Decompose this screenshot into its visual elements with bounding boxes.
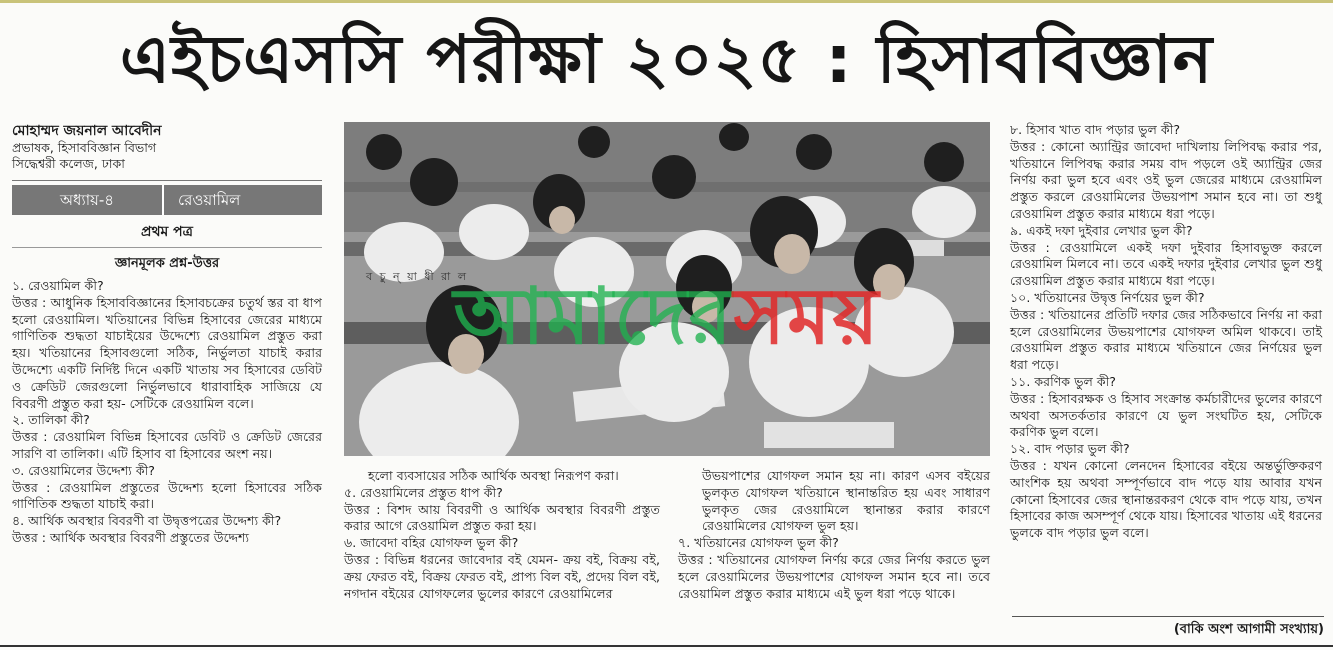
answer: উত্তর : যখন কোনো লেনদেন হিসাবের বইয়ে অন্তর্ভুক্তিকরণ আংশিক হয় অথবা সম্পূর্ণভাবে বাদ পড়ে যায় আবার যখন কোনো হিসাবের জের স্থানান্তরকরণ থেকে বাদ পড়ে যায়, তখন হিসাবের কাজ অসম্পূর্ণ থেকে যায়। হিসাবের খাতায় এই ধরনের ভুলকে বাদ পড়ার ভুল বলে। [1010,457,1322,541]
exam-photo [344,122,990,456]
question: ১২. বাদ পড়ার ভুল কী? [1010,441,1130,457]
question: ৫. রেওয়ামিলের প্রস্তুত ধাপ কী? [344,484,503,500]
paper-title: প্রথম পত্র [141,224,193,240]
author-name: মোহাম্মদ জয়নাল আবেদীন [12,123,162,139]
chapter-name: রেওয়ামিল [178,191,241,209]
answer: উত্তর : বিভিন্ন ধরনের জাবেদার বই যেমন- ক্রয় বই, বিক্রয় বই, ক্রয় ফেরত বই, বিক্রয় ফেরত বই, প্রাপ্য বিল বই, প্রদেয় বিল বই, নগদান বইয়ের যোগফলের ভুলের কারণে রেওয়ামিলের [344,551,660,601]
middle-column-1 [344,468,660,602]
question: ৩. রেওয়ামিলের উদ্দেশ্য কী? [12,462,155,478]
chapter-number: অধ্যায়-৪ [12,185,164,215]
watermark-green: আমাদের [453,272,734,362]
right-column [1010,122,1322,542]
answer: উত্তর : খতিয়ানের যোগফল নির্ণয় করে জের নির্ণয় করতে ভুল হলে রেওয়ামিলের উভয়পাশের যোগফল সমান হবে না। তবে রেওয়ামিল প্রস্তুত করার মাধ্যমে এই ভুল ধরা পড়ে থাকে। [678,551,990,601]
headline: এইচএসসি পরীক্ষা ২০২৫ : হিসাববিজ্ঞান [119,21,1214,98]
answer: উত্তর : খতিয়ানের প্রতিটি দফার জের সঠিকভাবে নির্ণয় না করা হলে রেওয়ামিলের উভয়পাশের যোগফল অমিল থাকবে। তাই রেওয়ামিল প্রস্তুত করার মাধ্যমে খতিয়ানে জের নির্ণয়ের ভুল ধরা পড়ে। [1010,306,1322,373]
question: ১. রেওয়ামিল কী? [12,278,104,293]
photo-caption-overlay: ব চু ন্ য়া ধী রা ল [366,270,469,283]
watermark [344,272,990,362]
question: ৯. একই দফা দুইবার লেখার ভুল কী? [1010,222,1193,238]
answer: উত্তর : রেওয়ামিল প্রস্তুতের উদ্দেশ্য হলো হিসাবের সঠিক গাণিতিক শুদ্ধতা যাচাই করা। [12,479,322,512]
watermark-red: সময় [733,272,881,362]
answer: উত্তর : কোনো অ্যান্ট্রির জাবেদা দাখিলায় লিপিবদ্ধ করার পর, খতিয়ানে লিপিবদ্ধ করার সময় বাদ পড়লে ওই অ্যান্ট্রির জের নির্ণয় করা ভুল হবে এবং ওই ভুল জেরের মাধ্যমে রেওয়ামিল প্রস্তুত করলে রেওয়ামিলের উভয়পাশ সমান হবে না। তা শুধু রেওয়ামিল প্রস্তুত করার মাধ্যমে ধরা পড়ে। [1010,138,1322,221]
answer: উত্তর : আর্থিক অবস্থার বিবরণী প্রস্তুতের উদ্দেশ্য [12,529,250,545]
top-rule [0,0,1333,3]
author-designation: প্রভাষক, হিসাববিজ্ঞান বিভাগ [12,140,157,155]
continued-note: (বাকি অংশ আগামী সংখ্যায়) [1012,616,1324,639]
divider [12,247,322,248]
continued-text: হলো ব্যবসায়ের সঠিক আর্থিক অবস্থা নিরূপণ করা। [368,468,619,483]
question: ৭. খতিয়ানের যোগফল ভুল কী? [678,535,839,551]
question: ৬. জাবেদা বহির যোগফল ভুল কী? [344,535,519,551]
answer: উত্তর : রেওয়ামিল বিভিন্ন হিসাবের ডেবিট ও ক্রেডিট জেরের সারণি বা তালিকা। এটি হিসাব বা হিসাবের অংশ নয়। [12,429,322,461]
answer: উত্তর : হিসাবরক্ষক ও হিসাব সংক্রান্ত কর্মচারীদের ভুলের কারণে অথবা অসতর্কতার কারণে যে ভুল সংঘটিত হয়, সেটিকে করণিক ভুল বলে। [1010,390,1322,440]
left-column [12,122,322,547]
bottom-rule [0,645,1333,647]
answer: উত্তর : বিশদ আয় বিবরণী ও আর্থিক অবস্থার বিবরণী প্রস্তুত করার আগে রেওয়ামিল প্রস্তুত করা হয়। [344,501,660,534]
continued-text: উভয়পাশের যোগফল সমান হয় না। কারণ এসব বইয়ের ভুলকৃত যোগফল খতিয়ানে স্থানান্তরিত হয় এবং সাধারণ ভুলকৃত জের রেওয়ামিলে স্থানান্তর করার কারণে রেওয়ামিলের যোগফল ভুল হয়। [702,468,990,534]
middle-column-2 [678,468,990,602]
section-title: জ্ঞানমূলক প্রশ্ন-উত্তর [114,256,220,271]
question: ২. তালিকা কী? [12,412,90,428]
question: ৮. হিসাব খাত বাদ পড়ার ভুল কী? [1010,122,1181,137]
answer: উত্তর : রেওয়ামিলে একই দফা দুইবার হিসাবভুক্ত করলে রেওয়ামিল মিলবে না। তবে একই দফার দুইবার লেখার ভুল শুধু রেওয়ামিল প্রস্তুত করার মাধ্যমে ধরা পড়ে। [1010,239,1322,289]
question: ৪. আর্থিক অবস্থার বিবরণী বা উদ্বৃত্তপত্রের উদ্দেশ্য কী? [12,513,282,529]
chapter-bar [12,185,322,215]
question: ১০. খতিয়ানের উদ্বৃত্ত নির্ণয়ের ভুল কী? [1010,289,1205,305]
answer: উত্তর : আধুনিক হিসাববিজ্ঞানের হিসাবচক্রের চতুর্থ স্তর বা ধাপ হলো রেওয়ামিল। খতিয়ানের বিভিন্ন হিসাবের জেরের মাধ্যমে গাণিতিক শুদ্ধতা যাচাইয়ের উদ্দেশ্যে রেওয়ামিল প্রস্তুত করা হয়। খতিয়ানের হিসাবগুলো সঠিক, নির্ভুলতা যাচাই করার উদ্দেশ্যে একটি নির্দিষ্ট দিনে একটি খাতায় সব হিসাবের ডেবিট ও ক্রেডিট জেরগুলো নির্ভুলভাবে ধারাবাহিক সাজিয়ে যে বিবরণী প্রস্তুত করা হয়- সেটিকে রেওয়ামিল বলে। [12,294,322,411]
question: ১১. করণিক ভুল কী? [1010,373,1116,389]
author-institution: সিদ্ধেশ্বরী কলেজ, ঢাকা [12,156,125,171]
divider [12,180,322,181]
